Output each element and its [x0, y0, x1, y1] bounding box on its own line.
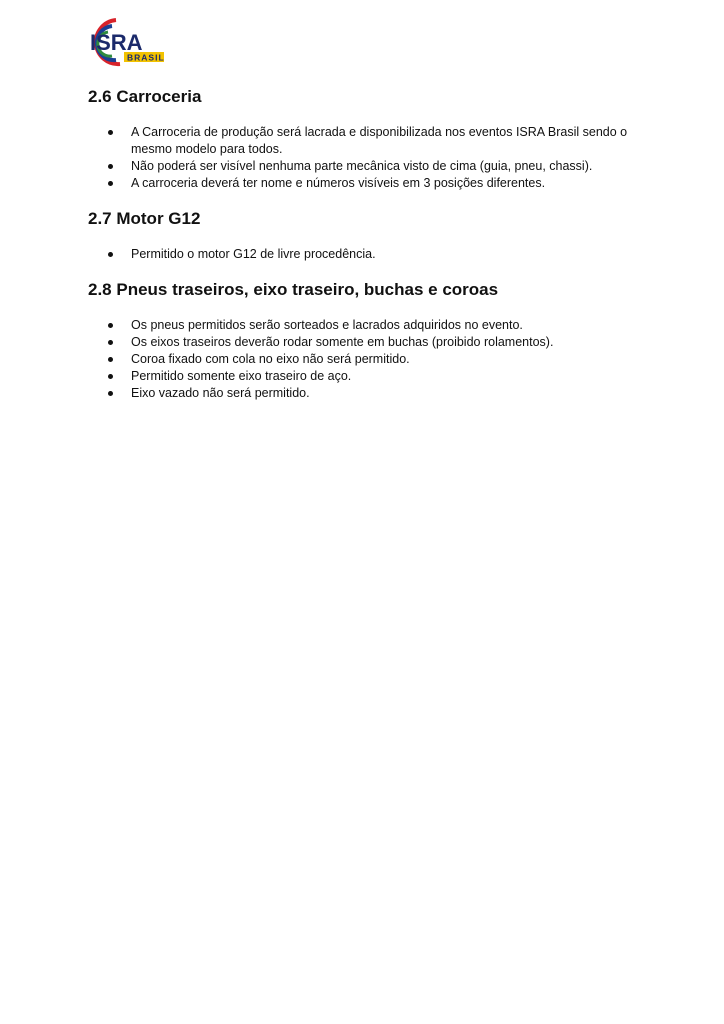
list-item-text: Os eixos traseiros deverão rodar somente em buchas (proibido rolamentos).	[131, 335, 554, 349]
list-item-text: Não poderá ser visível nenhuma parte mecânica visto de cima (guia, pneu, chassi).	[131, 159, 593, 173]
bullet-icon	[108, 181, 113, 186]
bullet-icon	[108, 323, 113, 328]
list-item-text: Os pneus permitidos serão sorteados e lacrados adquiridos no evento.	[131, 318, 523, 332]
bullet-icon	[108, 340, 113, 345]
section-title: 2.7 Motor G12	[88, 209, 201, 228]
list-item	[88, 317, 648, 334]
bullet-list	[88, 124, 648, 192]
document-body	[88, 86, 648, 418]
bullet-list	[88, 317, 648, 402]
logo-text: ISRA	[90, 30, 143, 55]
list-item	[88, 385, 648, 402]
list-item	[88, 158, 648, 175]
section-carroceria	[88, 86, 648, 192]
list-item	[88, 351, 648, 368]
bullet-icon	[108, 252, 113, 257]
list-item-text: Eixo vazado não será permitido.	[131, 386, 310, 400]
isra-brasil-logo	[86, 14, 166, 74]
section-title: 2.6 Carroceria	[88, 87, 202, 106]
bullet-icon	[108, 357, 113, 362]
list-item	[88, 246, 648, 263]
list-item-text: Permitido somente eixo traseiro de aço.	[131, 369, 352, 383]
bullet-icon	[108, 391, 113, 396]
list-item	[88, 334, 648, 351]
list-item-text: A carroceria deverá ter nome e números visíveis em 3 posições diferentes.	[131, 176, 546, 190]
list-item-text: Permitido o motor G12 de livre procedência.	[131, 247, 376, 261]
bullet-list	[88, 246, 648, 263]
logo-subtext: BRASIL	[127, 52, 165, 63]
bullet-icon	[108, 130, 113, 135]
list-item-text: A Carroceria de produção será lacrada e disponibilizada nos eventos ISRA Brasil sendo o mesmo modelo para todos.	[131, 125, 628, 156]
list-item	[88, 368, 648, 385]
list-item-text: Coroa fixado com cola no eixo não será permitido.	[131, 352, 410, 366]
bullet-icon	[108, 164, 113, 169]
bullet-icon	[108, 374, 113, 379]
section-motor	[88, 208, 648, 263]
list-item	[88, 124, 648, 158]
section-pneus	[88, 279, 648, 402]
section-title: 2.8 Pneus traseiros, eixo traseiro, buchas e coroas	[88, 280, 499, 299]
list-item	[88, 175, 648, 192]
